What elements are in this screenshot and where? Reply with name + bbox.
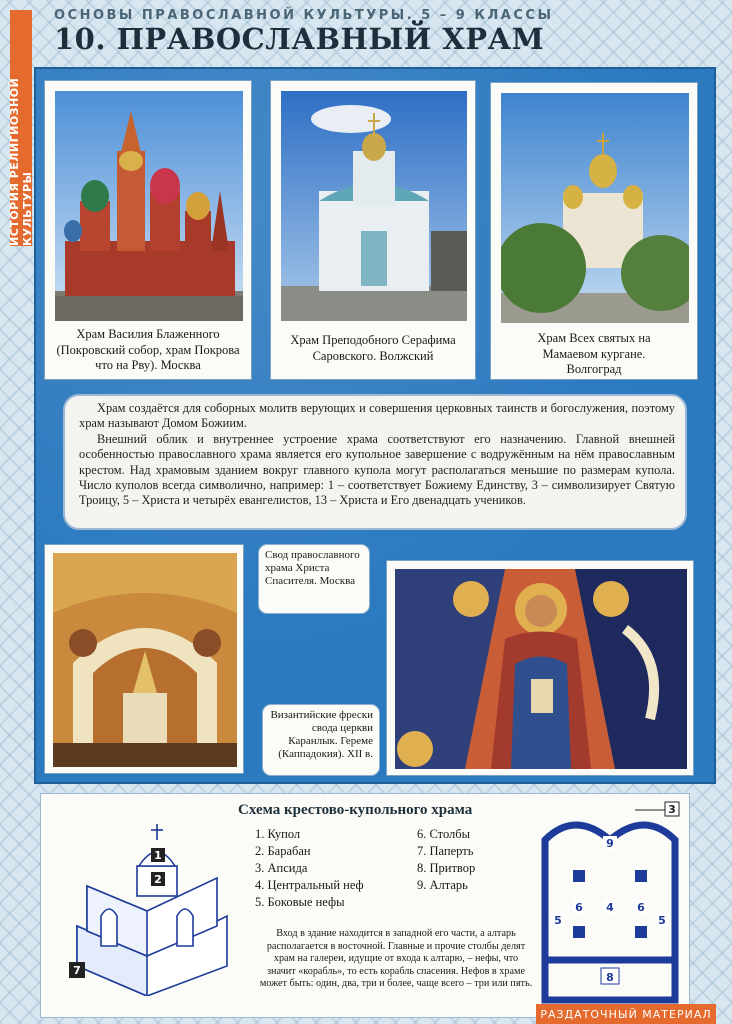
legend-item: 3. Апсида bbox=[255, 861, 308, 875]
scheme-title: Схема крестово-купольного храма bbox=[238, 802, 473, 818]
legend-item: 7. Паперть bbox=[417, 844, 474, 858]
mark-4: 4 bbox=[606, 901, 614, 914]
photo-card-st-basil bbox=[44, 80, 252, 380]
mark-2: 2 bbox=[154, 873, 162, 886]
page-title: 10. ПРАВОСЛАВНЫЙ ХРАМ bbox=[54, 22, 545, 56]
legend-item: 5. Боковые нефы bbox=[255, 895, 345, 909]
all-saints-caption: Храм Всех святых на Мамаевом кургане. Волгоград bbox=[537, 331, 651, 376]
floor-plan-drawing bbox=[535, 800, 685, 1010]
seraphim-caption: Храм Преподобного Серафима Саровского. Волжский bbox=[290, 333, 456, 363]
series-title: ОСНОВЫ ПРАВОСЛАВНОЙ КУЛЬТУРЫ. 5 – 9 КЛАССЫ bbox=[54, 8, 554, 23]
legend-item: 4. Центральный неф bbox=[255, 878, 364, 892]
handout-badge: РАЗДАТОЧНЫЙ МАТЕРИАЛ bbox=[536, 1004, 716, 1024]
st-basil-photo bbox=[55, 91, 243, 321]
mark-9: 9 bbox=[606, 837, 614, 850]
mark-6-left: 6 bbox=[575, 901, 583, 914]
scheme-note: Вход в здание находится в западной его части, а алтарь располагается в восточной. Главные и прочие столбы делят храм на галереи, идущие от входа к алтарю, – нефы, что значит «корабль», то есть корабль спасения. Нефов в храме может быть: один, два, три и более, чаще всего – три или пять. bbox=[259, 928, 533, 990]
mark-5-left: 5 bbox=[554, 914, 562, 927]
mark-3: 3 bbox=[668, 803, 676, 816]
st-basil-caption: Храм Василия Блаженного (Покровский собор, храм Покрова что на Рву). Москва bbox=[56, 327, 240, 372]
interior-label: Свод православного храма Христа Спасителя. Москва bbox=[258, 544, 370, 614]
legend-item: 1. Купол bbox=[255, 827, 301, 841]
side-tab: ИСТОРИЯ РЕЛИГИОЗНОЙ КУЛЬТУРЫ bbox=[10, 10, 32, 246]
legend-item: 2. Барабан bbox=[255, 844, 311, 858]
mark-7: 7 bbox=[73, 964, 81, 977]
mark-6-right: 6 bbox=[637, 901, 645, 914]
fresco-label: Византийские фрески свода церкви Каранлык. Гереме (Каппадокия). XII в. bbox=[262, 704, 380, 776]
legend-item: 6. Столбы bbox=[417, 827, 471, 841]
mark-8: 8 bbox=[606, 971, 614, 984]
text-paragraph-2: Внешний облик и внутреннее устроение храма соответствуют его назначению. Главной внешней особенностью православного храма является его купольное завершение с водружённым на нём православным крестом. Над храмовым зданием вокруг главного купола могут располагаться меньшие по размерам купола. Число куполов всегда символично, например: 1 – соответствует Божиему Единству, 3 – символизирует Святую Троицу, 5 – Христа и четырёх евангелистов, 13 – Христа и Его двенадцать учеников. bbox=[79, 431, 675, 508]
seraphim-church-photo bbox=[281, 91, 467, 321]
interior-photo-card bbox=[44, 544, 244, 774]
text-paragraph-1: Храм создаётся для соборных молитв верующих и совершения церковных таинств и богослужения, поэтому храм называют Домом Божиим. bbox=[79, 401, 675, 431]
mark-5-right: 5 bbox=[658, 914, 666, 927]
mark-1: 1 bbox=[154, 849, 162, 862]
photo-card-seraphim bbox=[270, 80, 476, 380]
legend-right bbox=[417, 826, 475, 894]
legend-left bbox=[255, 826, 364, 911]
scheme-panel bbox=[40, 793, 690, 1018]
fresco-card bbox=[386, 560, 694, 776]
church-elevation-drawing bbox=[57, 806, 237, 996]
legend-item: 9. Алтарь bbox=[417, 878, 468, 892]
fresco-photo bbox=[395, 569, 687, 769]
interior-photo bbox=[53, 553, 237, 767]
main-text bbox=[63, 394, 687, 530]
legend-item: 8. Притвор bbox=[417, 861, 476, 875]
all-saints-church-photo bbox=[501, 93, 689, 323]
photo-card-all-saints bbox=[490, 82, 698, 380]
